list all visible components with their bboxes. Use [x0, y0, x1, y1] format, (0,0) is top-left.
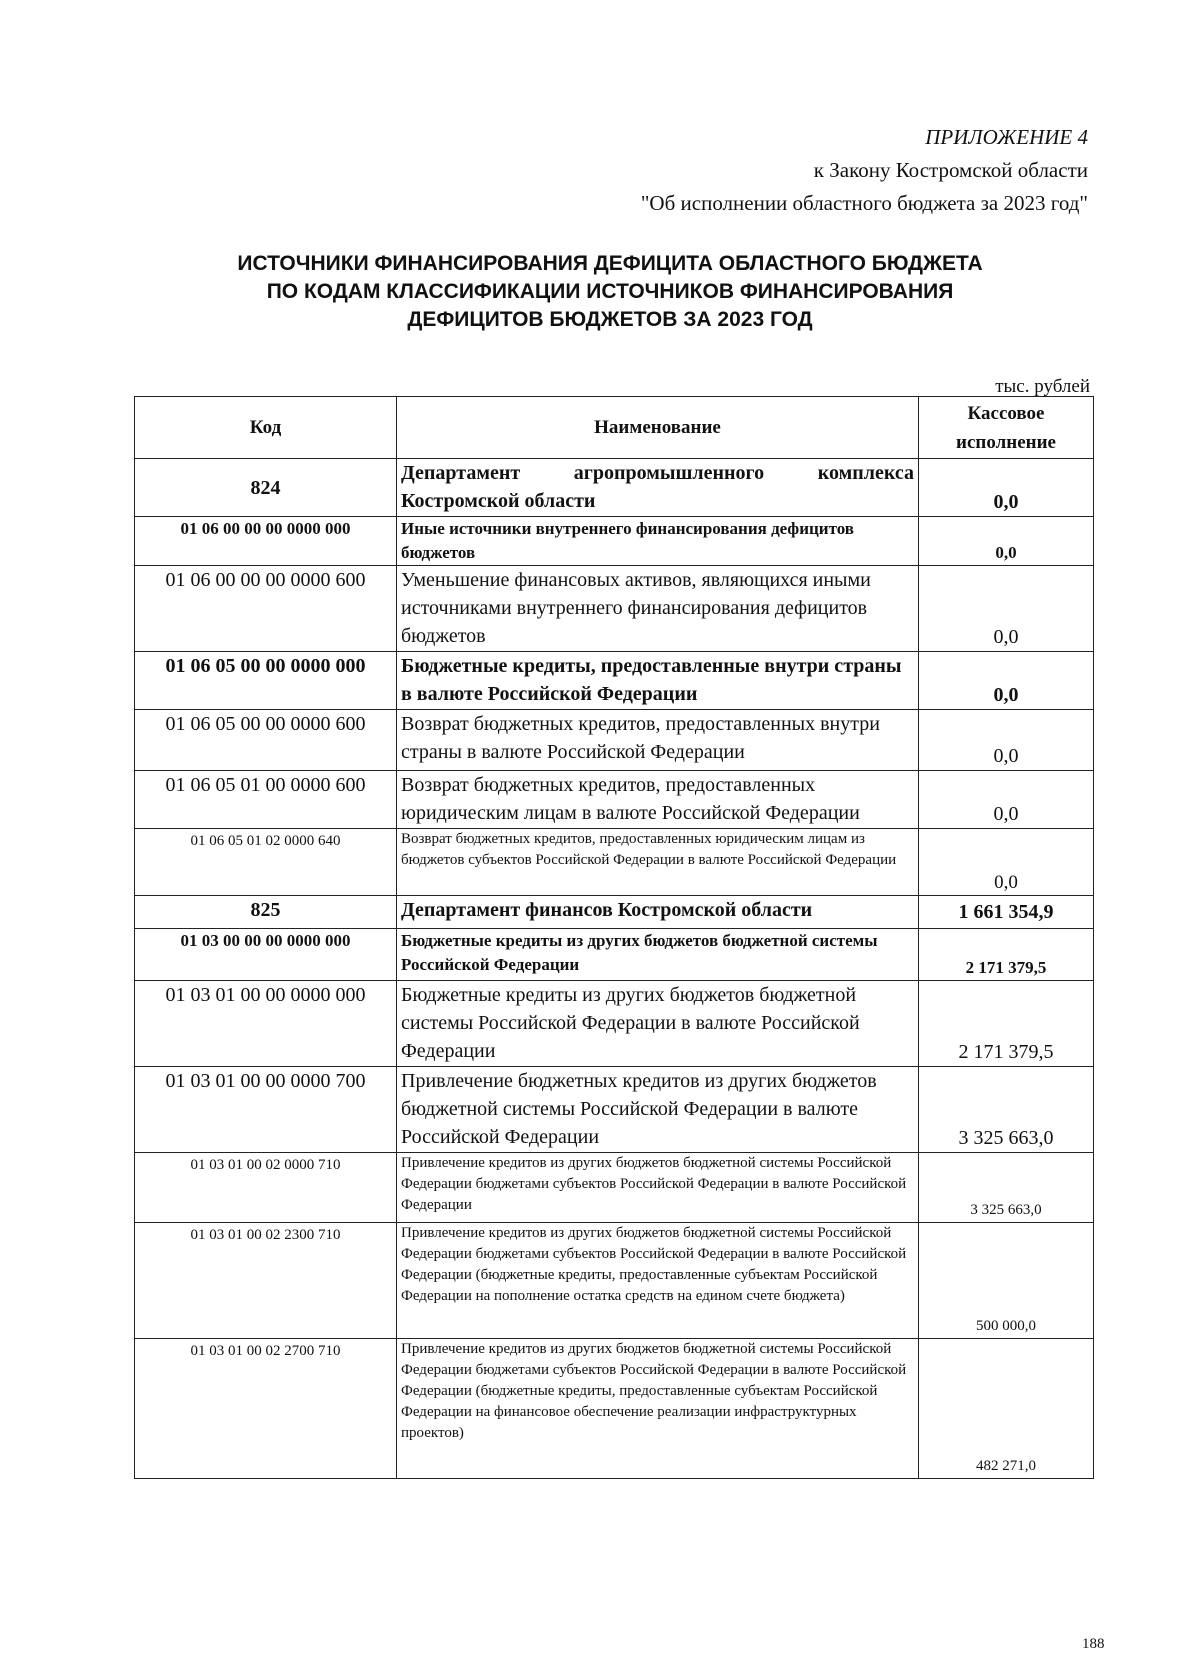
table-row	[135, 1067, 1094, 1153]
page-number: 188	[1082, 1636, 1105, 1652]
row-code: 01 06 05 01 00 0000 600	[135, 771, 397, 829]
row-name	[397, 459, 919, 517]
row-code: 825	[135, 896, 397, 929]
row-amount: 0,0	[919, 710, 1094, 771]
table-row	[135, 829, 1094, 896]
row-amount: 0,0	[919, 459, 1094, 517]
table-row	[135, 1153, 1094, 1223]
appendix-subject: "Об исполнении областного бюджета за 2023 год"	[640, 191, 1088, 215]
title-line-1: ИСТОЧНИКИ ФИНАНСИРОВАНИЯ ДЕФИЦИТА ОБЛАСТНОГО БЮДЖЕТА	[237, 252, 983, 275]
title-line-3: ДЕФИЦИТОВ БЮДЖЕТОВ ЗА 2023 ГОД	[407, 308, 813, 331]
row-code: 01 03 01 00 00 0000 000	[135, 981, 397, 1067]
row-amount: 0,0	[919, 771, 1094, 829]
row-code: 01 06 05 00 00 0000 000	[135, 652, 397, 710]
row-amount: 482 271,0	[919, 1339, 1094, 1479]
row-name: Привлечение кредитов из других бюджетов бюджетной системы Российской Федерации бюджетами субъектов Российской Федерации в валюте Российской Федерации (бюджетные кредиты, предоставленные субъектам Российской Федерации на пополнение остатка средств на едином счете бюджета)	[397, 1223, 919, 1339]
table-row	[135, 517, 1094, 566]
header-amount-line1: Кассовое	[967, 402, 1045, 424]
header-amount	[919, 397, 1094, 459]
row-name: Департамент финансов Костромской области	[397, 896, 919, 929]
row-name: Уменьшение финансовых активов, являющихся иными источниками внутреннего финансирования дефицитов бюджетов	[397, 566, 919, 652]
row-name: Бюджетные кредиты из других бюджетов бюджетной системы Российской Федерации в валюте Российской Федерации	[397, 981, 919, 1067]
row-name: Возврат бюджетных кредитов, предоставленных внутри страны в валюте Российской Федерации	[397, 710, 919, 771]
table-row	[135, 566, 1094, 652]
table-row	[135, 459, 1094, 517]
row-amount: 2 171 379,5	[919, 981, 1094, 1067]
row-code: 01 06 05 00 00 0000 600	[135, 710, 397, 771]
row-code: 01 06 00 00 00 0000 000	[135, 517, 397, 566]
table-header-row	[135, 397, 1094, 459]
row-name: Бюджетные кредиты, предоставленные внутри страны в валюте Российской Федерации	[397, 652, 919, 710]
row-name-part1: Департамент агропромышленного комплекса	[401, 462, 914, 484]
row-amount: 2 171 379,5	[919, 929, 1094, 981]
row-code: 01 06 05 01 02 0000 640	[135, 829, 397, 896]
row-code: 01 03 01 00 02 2700 710	[135, 1339, 397, 1479]
document-title	[130, 250, 1090, 334]
row-name: Привлечение бюджетных кредитов из других бюджетов бюджетной системы Российской Федерации в валюте Российской Федерации	[397, 1067, 919, 1153]
row-amount: 3 325 663,0	[919, 1067, 1094, 1153]
row-amount: 500 000,0	[919, 1223, 1094, 1339]
header-code: Код	[135, 397, 397, 459]
row-name: Привлечение кредитов из других бюджетов бюджетной системы Российской Федерации бюджетами субъектов Российской Федерации в валюте Российской Федерации (бюджетные кредиты, предоставленные субъектам Российской Федерации на финансовое обеспечение реализации инфраструктурных проектов)	[397, 1339, 919, 1479]
row-amount: 0,0	[919, 566, 1094, 652]
row-amount: 0,0	[919, 517, 1094, 566]
row-name: Возврат бюджетных кредитов, предоставленных юридическим лицам из бюджетов субъектов Российской Федерации в валюте Российской Федерации	[397, 829, 919, 896]
header-name: Наименование	[397, 397, 919, 459]
row-amount: 0,0	[919, 829, 1094, 896]
row-code: 01 06 00 00 00 0000 600	[135, 566, 397, 652]
row-amount: 1 661 354,9	[919, 896, 1094, 929]
row-amount: 3 325 663,0	[919, 1153, 1094, 1223]
table-row	[135, 710, 1094, 771]
table-row	[135, 981, 1094, 1067]
table-row	[135, 929, 1094, 981]
sources-table	[134, 396, 1094, 1479]
table-row	[135, 1223, 1094, 1339]
appendix-label: ПРИЛОЖЕНИЕ 4	[925, 125, 1088, 149]
row-name-part2: Костромской области	[401, 490, 596, 512]
row-name: Привлечение кредитов из других бюджетов бюджетной системы Российской Федерации бюджетами субъектов Российской Федерации в валюте Российской Федерации	[397, 1153, 919, 1223]
row-code: 01 03 01 00 02 2300 710	[135, 1223, 397, 1339]
row-code: 824	[135, 459, 397, 517]
unit-label: тыс. рублей	[995, 376, 1090, 397]
header-amount-line2: исполнение	[956, 431, 1056, 453]
row-name: Иные источники внутреннего финансирования дефицитов бюджетов	[397, 517, 919, 566]
row-code: 01 03 01 00 02 0000 710	[135, 1153, 397, 1223]
row-name: Возврат бюджетных кредитов, предоставленных юридическим лицам в валюте Российской Федерации	[397, 771, 919, 829]
appendix-law: к Закону Костромской области	[813, 158, 1088, 182]
table-row	[135, 1339, 1094, 1479]
table-row	[135, 652, 1094, 710]
row-code: 01 03 01 00 00 0000 700	[135, 1067, 397, 1153]
table-row	[135, 896, 1094, 929]
row-name: Бюджетные кредиты из других бюджетов бюджетной системы Российской Федерации	[397, 929, 919, 981]
row-amount: 0,0	[919, 652, 1094, 710]
title-line-2: ПО КОДАМ КЛАССИФИКАЦИИ ИСТОЧНИКОВ ФИНАНСИРОВАНИЯ	[266, 280, 954, 303]
table-row	[135, 771, 1094, 829]
row-code: 01 03 00 00 00 0000 000	[135, 929, 397, 981]
